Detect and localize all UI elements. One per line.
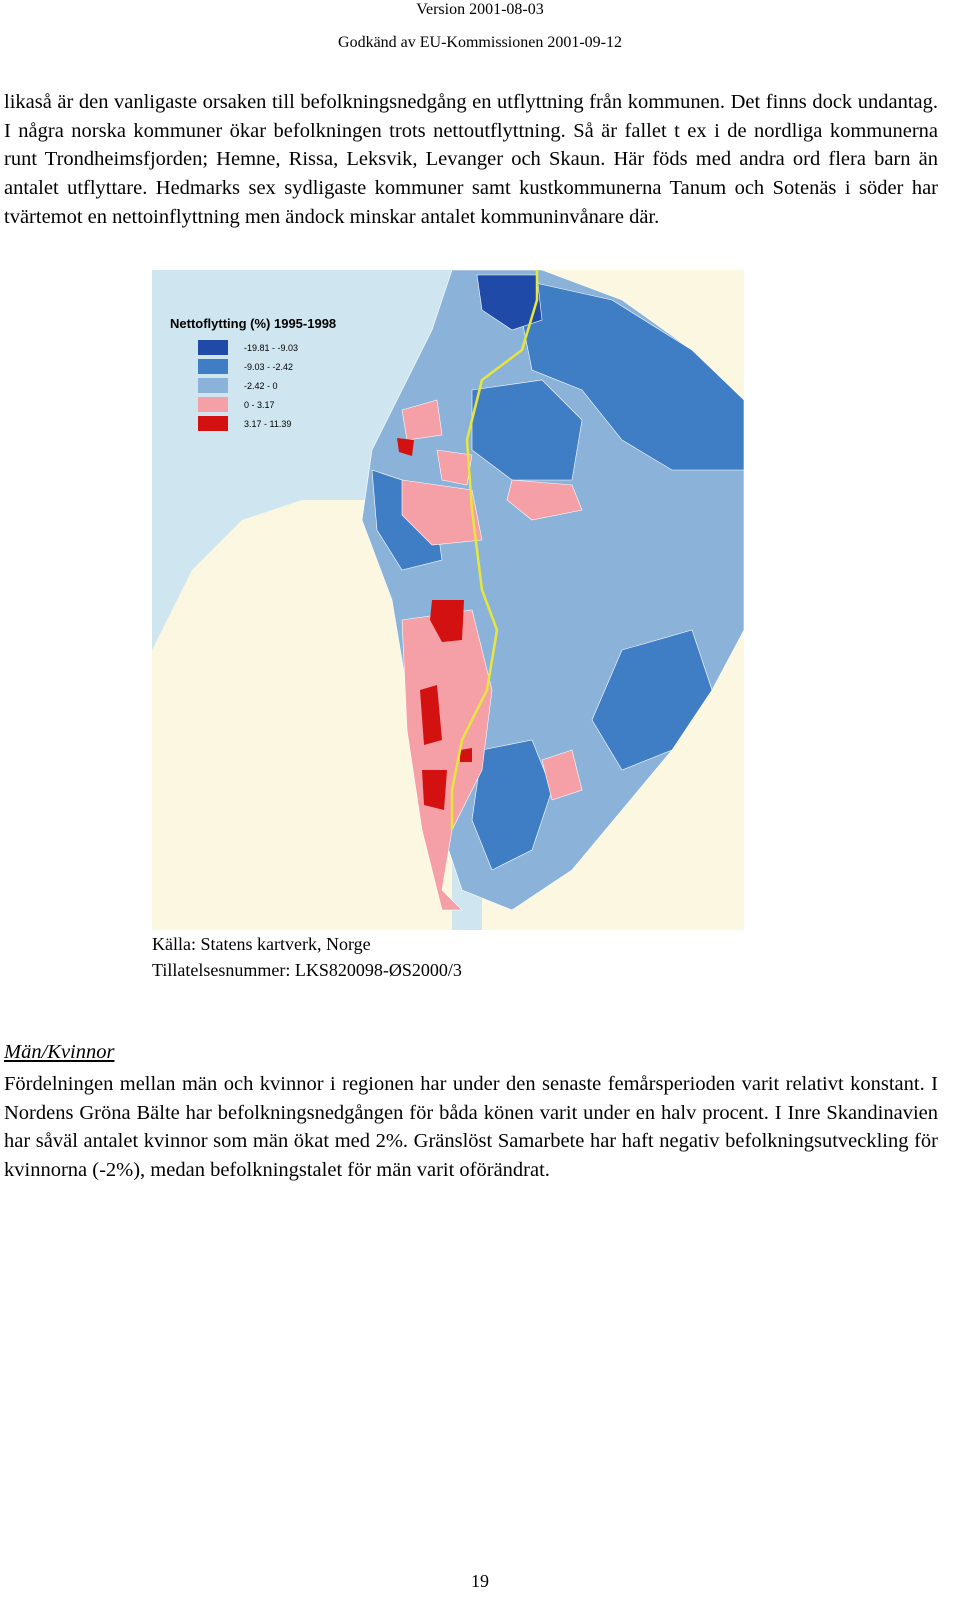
source-line-1: Källa: Statens kartverk, Norge [152,934,371,954]
legend-swatch [198,416,228,431]
legend-label: 0 - 3.17 [244,400,275,410]
legend-swatch [198,359,228,374]
source-line-2: Tillatelsesnummer: LKS820098-ØS2000/3 [152,960,462,980]
choropleth-map [152,270,744,930]
map-svg [152,270,744,930]
legend-label: -9.03 - -2.42 [244,362,294,372]
legend-swatch [198,340,228,355]
legend-label: -2.42 - 0 [244,381,278,391]
legend-label: -19.81 - -9.03 [244,343,299,353]
region-red-5 [460,748,472,762]
legend-swatch [198,378,228,393]
section-paragraph: Fördelningen mellan män och kvinnor i regionen har under den senaste femårsperioden varit relativt konstant. I Nordens Gröna Bälte har befolkningsnedgången för båda könen varit under en halv procent. I Inre Skandinavien har såväl antalet kvinnor som män ökat med 2%. Gränslöst Samarbete har haft negativ befolkningsutveckling för kvinnorna (-2%), medan befolkningstalet för män varit oförändrat. [4,1073,938,1182]
header-version: Version 2001-08-03 [416,1,544,18]
page-number: 19 [471,1571,489,1591]
legend-title: Nettoflytting (%) 1995-1998 [170,316,337,331]
region-red-4 [422,770,447,810]
intro-paragraph: likaså är den vanligaste orsaken till befolkningsnedgång en utflyttning från kommunen. Det finns dock undantag. I några norska kommuner ökar befolkningen trots nettoutflyttning. Så är fallet t ex i de nordliga kommunerna runt Trondheimsfjorden; Hemne, Rissa, Leksvik, Levanger och Skaun. Här föds med andra ord flera barn än antalet utflyttare. Hedmarks sex sydligaste kommuner samt kustkommunerna Tanum och Sotenäs i söder har tvärtemot en nettoinflyttning men ändock minskar antalet kommuninvånare där. [4,91,938,228]
section-heading: Män/Kvinnor [4,1041,115,1063]
legend-swatch [198,397,228,412]
header-approval: Godkänd av EU-Kommissionen 2001-09-12 [338,34,622,51]
legend-label: 3.17 - 11.39 [244,419,292,429]
region-pink-1 [437,450,472,485]
